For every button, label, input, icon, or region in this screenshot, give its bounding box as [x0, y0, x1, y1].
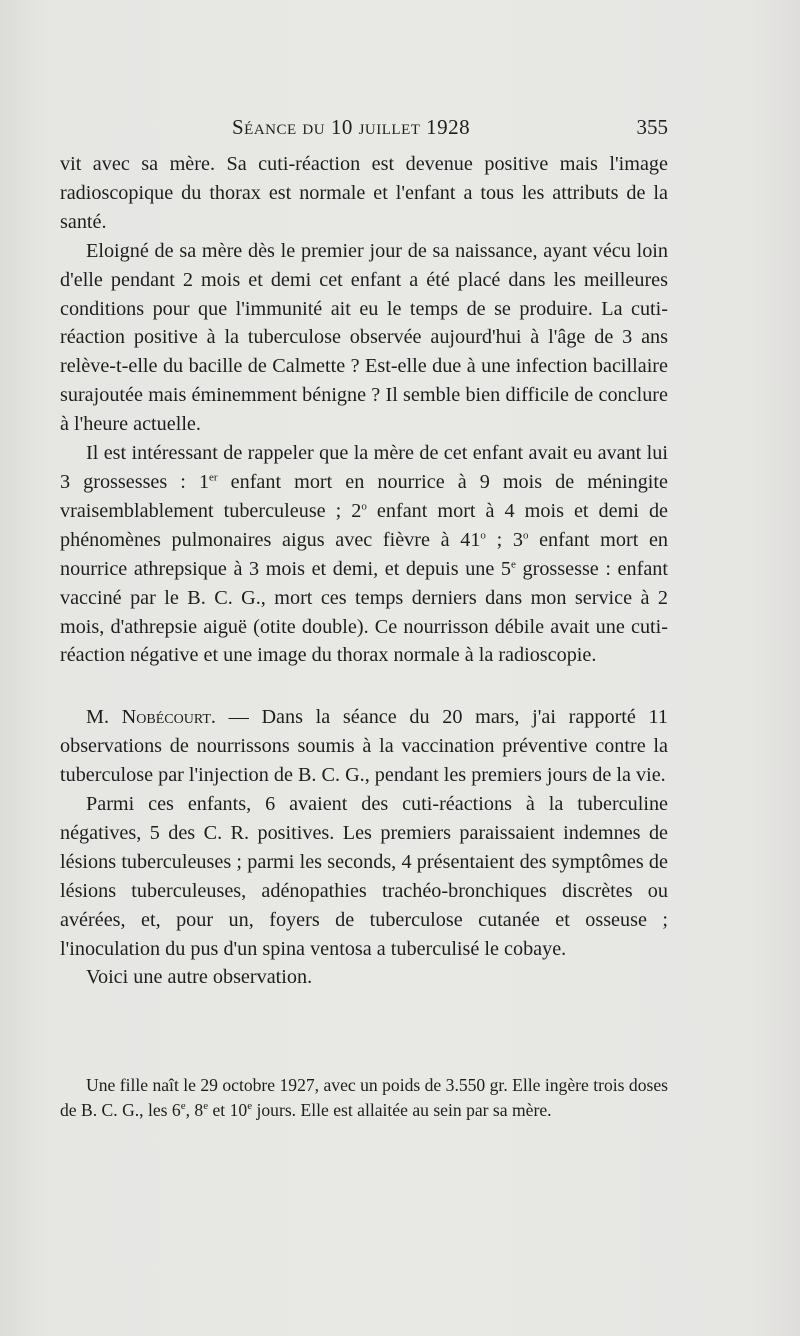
- paragraph-3: Il est intéressant de rappeler que la mère de cet enfant avait eu avant lui 3 grossesses : 1er enfant mort en nourrice à 9 mois de méningite vraisemblablement tuberculeuse ; 2$^o$ enfant mort à 4 mois et demi de phénomènes pulmonaires aigus avec fièvre à 41$^o$ ; 3$^o$ enfant mort en nourrice athrepsique à 3 mois et demi, et depuis une 5e grossesse : enfant vacciné par le B. C. G., mort ces temps derniers dans mon service à 2 mois, d'athrepsie aiguë (otite double). Ce nourrisson débile avait une cuti-réaction négative et une image du thorax normale à la radioscopie.: [60, 442, 669, 667]
- paragraph-1: vit avec sa mère. Sa cuti-réaction est devenue positive mais l'image radioscopique du thorax est normale et l'enfant a tous les attributs de la santé.: [60, 153, 668, 233]
- paragraph-6: Voici une autre observation.: [86, 966, 313, 989]
- section-gap: [60, 670, 668, 703]
- paragraph-4: M. Nobécourt. — Dans la séance du 20 mars, j'ai rapporté 11 observations de nourrissons soumis à la vaccination préventive contre la tuberculose par l'injection de B. C. G., pendant les premiers jours de la vie.: [60, 706, 668, 787]
- main-text: [60, 150, 668, 992]
- header-title: Séance du 10 juillet 1928: [232, 115, 471, 139]
- speaker-name: M. Nobécourt.: [86, 706, 216, 729]
- observation-text: [60, 1073, 668, 1123]
- page-number: 355: [636, 115, 668, 139]
- running-header: [60, 113, 668, 145]
- paragraph-2: Eloigné de sa mère dès le premier jour de sa naissance, ayant vécu loin d'elle pendant 2 mois et demi cet enfant a été placé dans les meilleures conditions pour que l'immunité ait eu le temps de se produire. La cuti-réaction positive à la tuberculose observée aujourd'hui à l'âge de 3 ans relève-t-elle du bacille de Calmette ? Est-elle due à une infection bacillaire surajoutée mais éminemment bénigne ? Il semble bien difficile de conclure à l'heure actuelle.: [60, 239, 668, 436]
- paragraph-7: Une fille naît le 29 octobre 1927, avec un poids de 3.550 gr. Elle ingère trois doses de B. C. G., les 6e, 8e et 10e jours. Elle est allaitée au sein par sa mère.: [60, 1075, 668, 1120]
- paragraph-5: Parmi ces enfants, 6 avaient des cuti-réactions à la tuberculine négatives, 5 des C. R. positives. Les premiers paraissaient indemnes de lésions tuberculeuses ; parmi les seconds, 4 présentaient des symptômes de lésions tuberculeuses, adénopathies trachéo-bronchiques discrètes ou avérées, et, pour un, foyers de tuberculose cutanée et osseuse ; l'inoculation du pus d'un spina ventosa a tuberculisé le cobaye.: [60, 793, 668, 960]
